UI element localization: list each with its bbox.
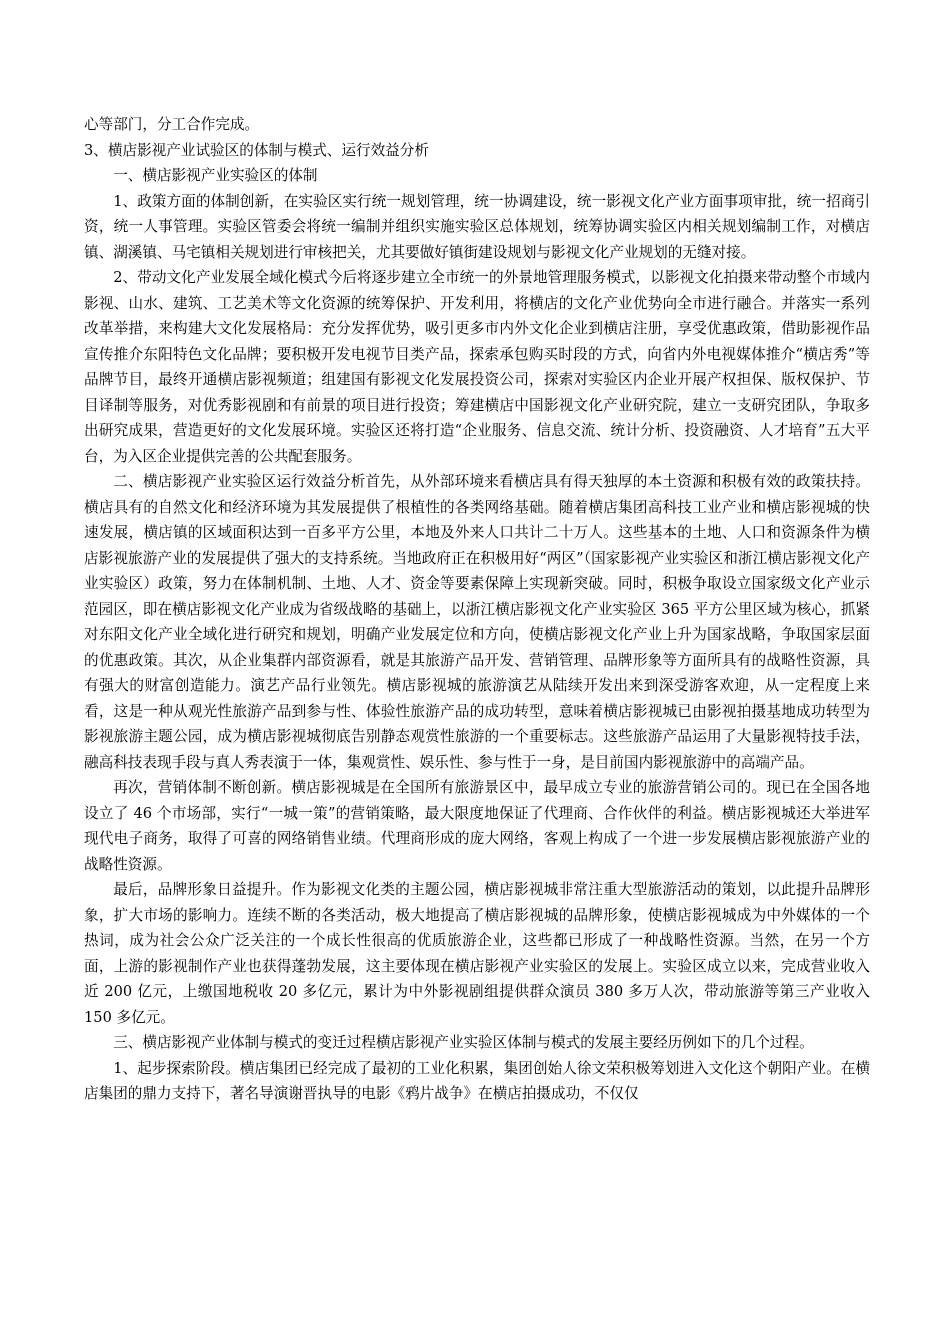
paragraph: 二、横店影视产业实验区运行效益分析首先，从外部环境来看横店具有得天独厚的本土资源和积极有效的政策扶持。横店具有的自然文化和经济环境为其发展提供了根植性的各类网络基础。随着横店集团高科技工业产业和横店影视城的快速发展，横店镇的区域面积达到一百多平方公里，本地及外来人口共计二十万人。这些基本的土地、人口和资源条件为横店影视旅游产业的发展提供了强大的支持系统。当地政府正在积极用好“两区”（国家影视产业实验区和浙江横店影视文化产业实验区）政策，努力在体制机制、土地、人才、资金等要素保障上实现新突破。同时，积极争取设立国家级文化产业示范园区，即在横店影视文化产业成为省级战略的基础上，以浙江横店影视文化产业实验区 365 平方公里区域为核心，抓紧对东阳文化产业全域化进行研究和规划，明确产业发展定位和方向，使横店影视文化产业上升为国家战略，争取国家层面的优惠政策。其次，从企业集群内部资源看，就是其旅游产品开发、营销管理、品牌形象等方面所具有的战略性资源，具有强大的财富创造能力。演艺产品行业领先。横店影视城的旅游演艺从陆续开发出来到深受游客欢迎，从一定程度上来看，这是一种从观光性旅游产品到参与性、体验性旅游产品的成功转型，意味着横店影视城已由影视拍摄基地成功转型为影视旅游主题公园，成为横店影视城彻底告别静态观赏性旅游的一个重要标志。这些旅游产品运用了大量影视特技手法，融高科技表现手段与真人秀表演于一体，集观赏性、娱乐性、参与性于一身，是目前国内影视旅游中的高端产品。 [84, 473, 870, 771]
subsection-heading: 一、横店影视产业实验区的体制 [113, 167, 318, 184]
paragraph-continuation: 心等部门，分工合作完成。 [84, 116, 260, 133]
subsection-heading: 三、横店影视产业体制与模式的变迁过程横店影视产业实验区体制与模式的发展主要经历例如下的几个过程。 [113, 1034, 814, 1051]
paragraph: 1、政策方面的体制创新，在实验区实行统一规划管理，统一协调建设，统一影视文化产业方面事项审批，统一招商引资，统一人事管理。实验区管委会将统一编制并组织实施实验区总体规划，统筹协调实验区内相关规划编制工作，对横店镇、湖溪镇、马宅镇相关规划进行审核把关，尤其要做好镇街建设规划与影视文化产业规划的无缝对接。 [84, 192, 870, 261]
paragraph: 2、带动文化产业发展全域化模式今后将逐步建立全市统一的外景地管理服务模式，以影视文化拍摄来带动整个市域内影视、山水、建筑、工艺美术等文化资源的统筹保护、开发利用，将横店的文化产业优势向全市进行融合。并落实一系列改革举措，来构建大文化发展格局：充分发挥优势，吸引更多市内外文化企业到横店注册，享受优惠政策，借助影视作品宣传推介东阳特色文化品牌；要积极开发电视节目类产品，探索承包购买时段的方式，向省内外电视媒体推介“横店秀”等品牌节目，最终开通横店影视频道；组建国有影视文化发展投资公司，探索对实验区内企业开展产权担保、版权保护、节目译制等服务，对优秀影视剧和有前景的项目进行投资；筹建横店中国影视文化产业研究院，建立一支研究团队，争取多出研究成果，营造更好的文化发展环境。实验区还将打造“企业服务、信息交流、统计分析、投资融资、人才培育”五大平台，为入区企业提供完善的公共配套服务。 [84, 269, 870, 465]
paragraph: 1、起步探索阶段。横店集团已经完成了最初的工业化积累，集团创始人徐文荣积极筹划进入文化这个朝阳产业。在横店集团的鼎力支持下，著名导演谢晋执导的电影《鸦片战争》在横店拍摄成功，不仅仅 [84, 1059, 870, 1102]
document-page [84, 112, 870, 1107]
paragraph: 再次，营销体制不断创新。横店影视城是在全国所有旅游景区中，最早成立专业的旅游营销公司的。现已在全国各地设立了 46 个市场部，实行“一城一策”的营销策略，最大限度地保证了代理商、合作伙伴的利益。横店影视城还大举进军现代电子商务，取得了可喜的网络销售业绩。代理商形成的庞大网络，客观上构成了一个进一步发展横店影视旅游产业的战略性资源。 [84, 779, 870, 873]
section-heading: 3、横店影视产业试验区的体制与模式、运行效益分析 [84, 141, 429, 159]
paragraph: 最后，品牌形象日益提升。作为影视文化类的主题公园，横店影视城非常注重大型旅游活动的策划，以此提升品牌形象，扩大市场的影响力。连续不断的各类活动，极大地提高了横店影视城的品牌形象，使横店影视城成为中外媒体的一个热词，成为社会公众广泛关注的一个成长性很高的优质旅游企业，这些都已形成了一种战略性资源。当然，在另一个方面，上游的影视制作产业也获得蓬勃发展，这主要体现在横店影视产业实验区的发展上。实验区成立以来，完成营业收入近 200 亿元，上缴国地税收 20 多亿元，累计为中外影视剧组提供群众演员 380 多万人次，带动旅游等第三产业收入 150 多亿元。 [84, 881, 870, 1026]
